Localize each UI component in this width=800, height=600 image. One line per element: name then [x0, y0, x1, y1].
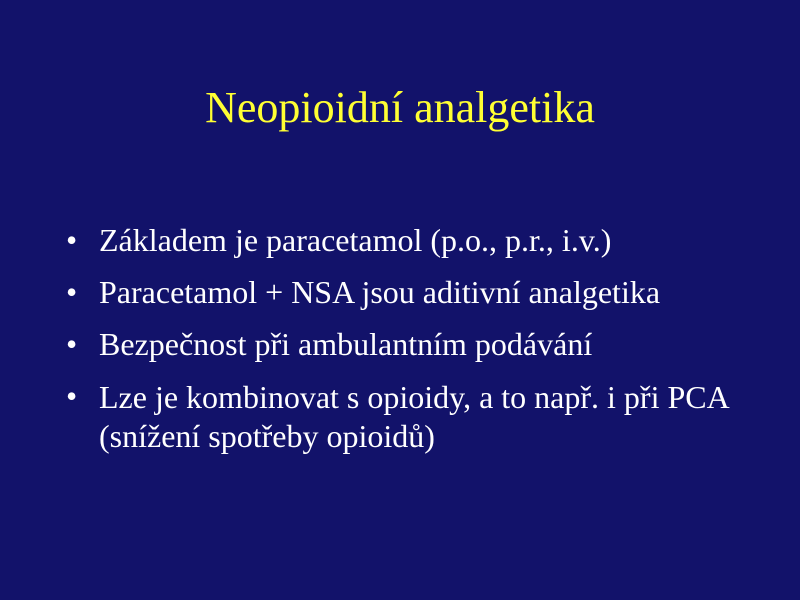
bullet-text: Bezpečnost při ambulantním podávání — [99, 326, 593, 362]
bullet-text: Lze je kombinovat s opioidy, a to např. i při PCA (snížení spotřeby opioidů) — [99, 379, 728, 454]
bullet-item — [66, 326, 766, 363]
bullet-icon: • — [66, 274, 78, 310]
bullet-item — [66, 274, 766, 311]
bullet-icon: • — [66, 326, 78, 362]
bullet-text: Základem je paracetamol (p.o., p.r., i.v.) — [99, 222, 612, 258]
bullet-icon: • — [66, 222, 78, 258]
bullet-list — [66, 222, 766, 471]
bullet-text: Paracetamol + NSA jsou aditivní analgetika — [99, 274, 661, 310]
bullet-item — [66, 378, 766, 456]
bullet-icon: • — [66, 378, 78, 414]
bullet-item — [66, 222, 766, 259]
slide-title: Neopioidní analgetika — [205, 83, 595, 132]
